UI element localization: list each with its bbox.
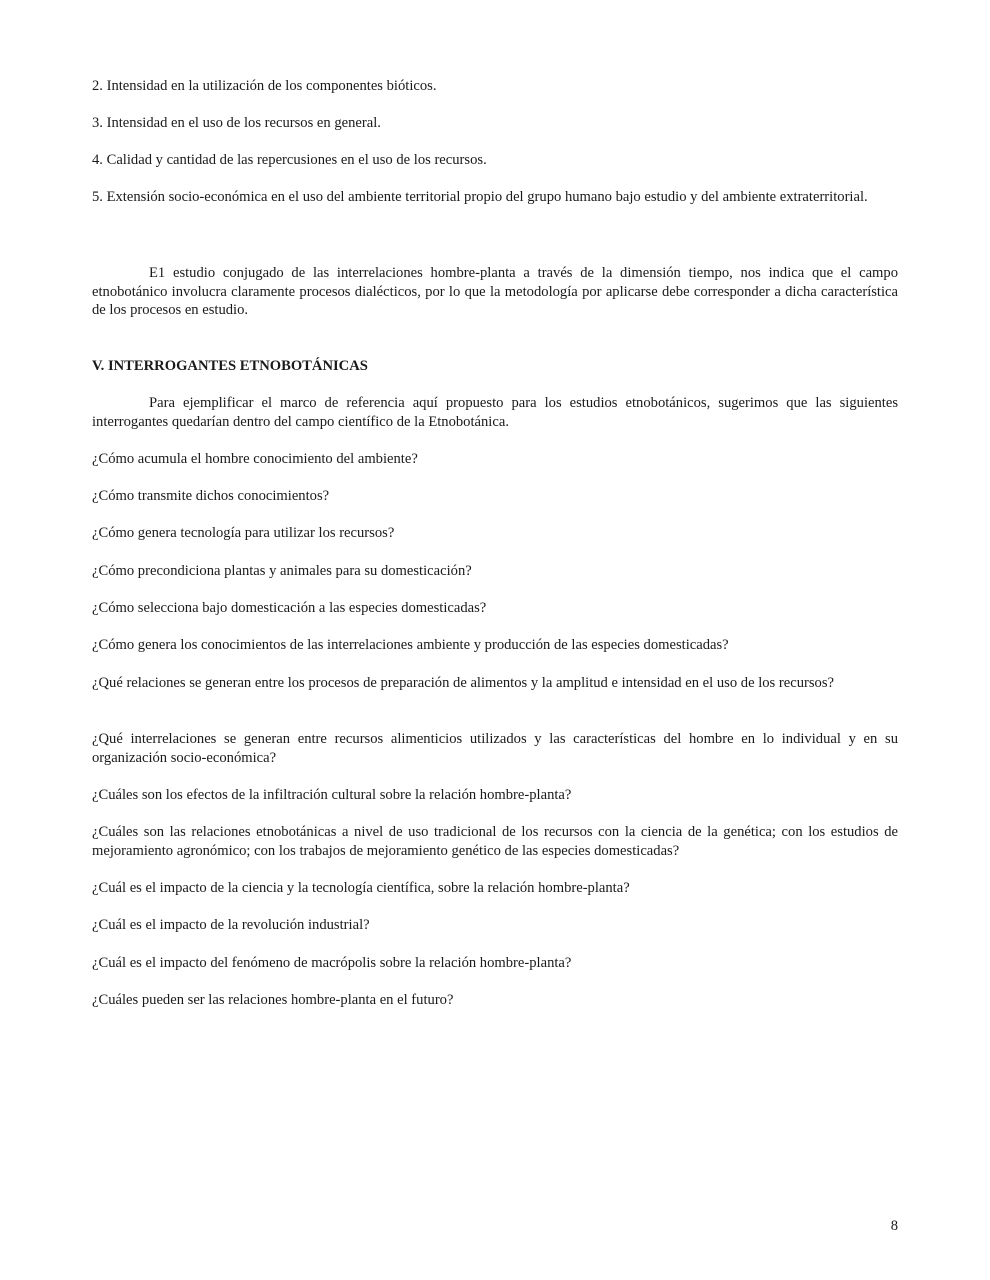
list-item: 3. Intensidad en el uso de los recursos en general.: [92, 115, 381, 131]
question-item: ¿Cómo genera los conocimientos de las interrelaciones ambiente y producción de las especies domesticadas?: [92, 637, 729, 653]
section-heading: V. INTERROGANTES ETNOBOTÁNICAS: [92, 358, 368, 374]
question-item: ¿Cuáles son las relaciones etnobotánicas a nivel de uso tradicional de los recursos con la ciencia de la genética; con los estudios de mejoramiento agronómico; con los trabajos de mejoramiento genético de las especies domesticadas?: [92, 824, 898, 859]
list-item: 5. Extensión socio-económica en el uso del ambiente territorial propio del grupo humano bajo estudio y del ambiente extraterritorial.: [92, 189, 868, 205]
question-item: ¿Cuáles son los efectos de la infiltración cultural sobre la relación hombre-planta?: [92, 787, 572, 803]
question-item: ¿Cómo precondiciona plantas y animales para su domesticación?: [92, 563, 472, 579]
question-item: ¿Cómo selecciona bajo domesticación a las especies domesticadas?: [92, 600, 487, 616]
page-number: 8: [890, 1218, 898, 1234]
question-item: ¿Qué relaciones se generan entre los procesos de preparación de alimentos y la amplitud e intensidad en el uso de los recursos?: [92, 675, 834, 691]
section-intro-paragraph: Para ejemplificar el marco de referencia aquí propuesto para los estudios etnobotánicos, sugerimos que las siguientes interrogantes quedarían dentro del campo científico de la Etnobotánica.: [92, 395, 898, 430]
question-item: ¿Cuál es el impacto de la ciencia y la tecnología científica, sobre la relación hombre-planta?: [92, 880, 630, 896]
body-paragraph: E1 estudio conjugado de las interrelaciones hombre-planta a través de la dimensión tiempo, nos indica que el campo etnobotánico involucra claramente procesos dialécticos, por lo que la metodología por aplicarse debe corresponder a dicha característica de los procesos en estudio.: [92, 265, 898, 318]
question-item: ¿Cuál es el impacto de la revolución industrial?: [92, 917, 370, 933]
question-item: ¿Qué interrelaciones se generan entre recursos alimenticios utilizados y las características del hombre en lo individual y en su organización socio-económica?: [92, 731, 898, 766]
question-item: ¿Cómo acumula el hombre conocimiento del ambiente?: [92, 451, 418, 467]
question-item: ¿Cómo genera tecnología para utilizar los recursos?: [92, 525, 395, 541]
list-item: 2. Intensidad en la utilización de los componentes bióticos.: [92, 78, 437, 94]
question-item: ¿Cuál es el impacto del fenómeno de macrópolis sobre la relación hombre-planta?: [92, 955, 572, 971]
question-item: ¿Cómo transmite dichos conocimientos?: [92, 488, 330, 504]
question-item: ¿Cuáles pueden ser las relaciones hombre-planta en el futuro?: [92, 992, 454, 1008]
list-item: 4. Calidad y cantidad de las repercusiones en el uso de los recursos.: [92, 152, 487, 168]
